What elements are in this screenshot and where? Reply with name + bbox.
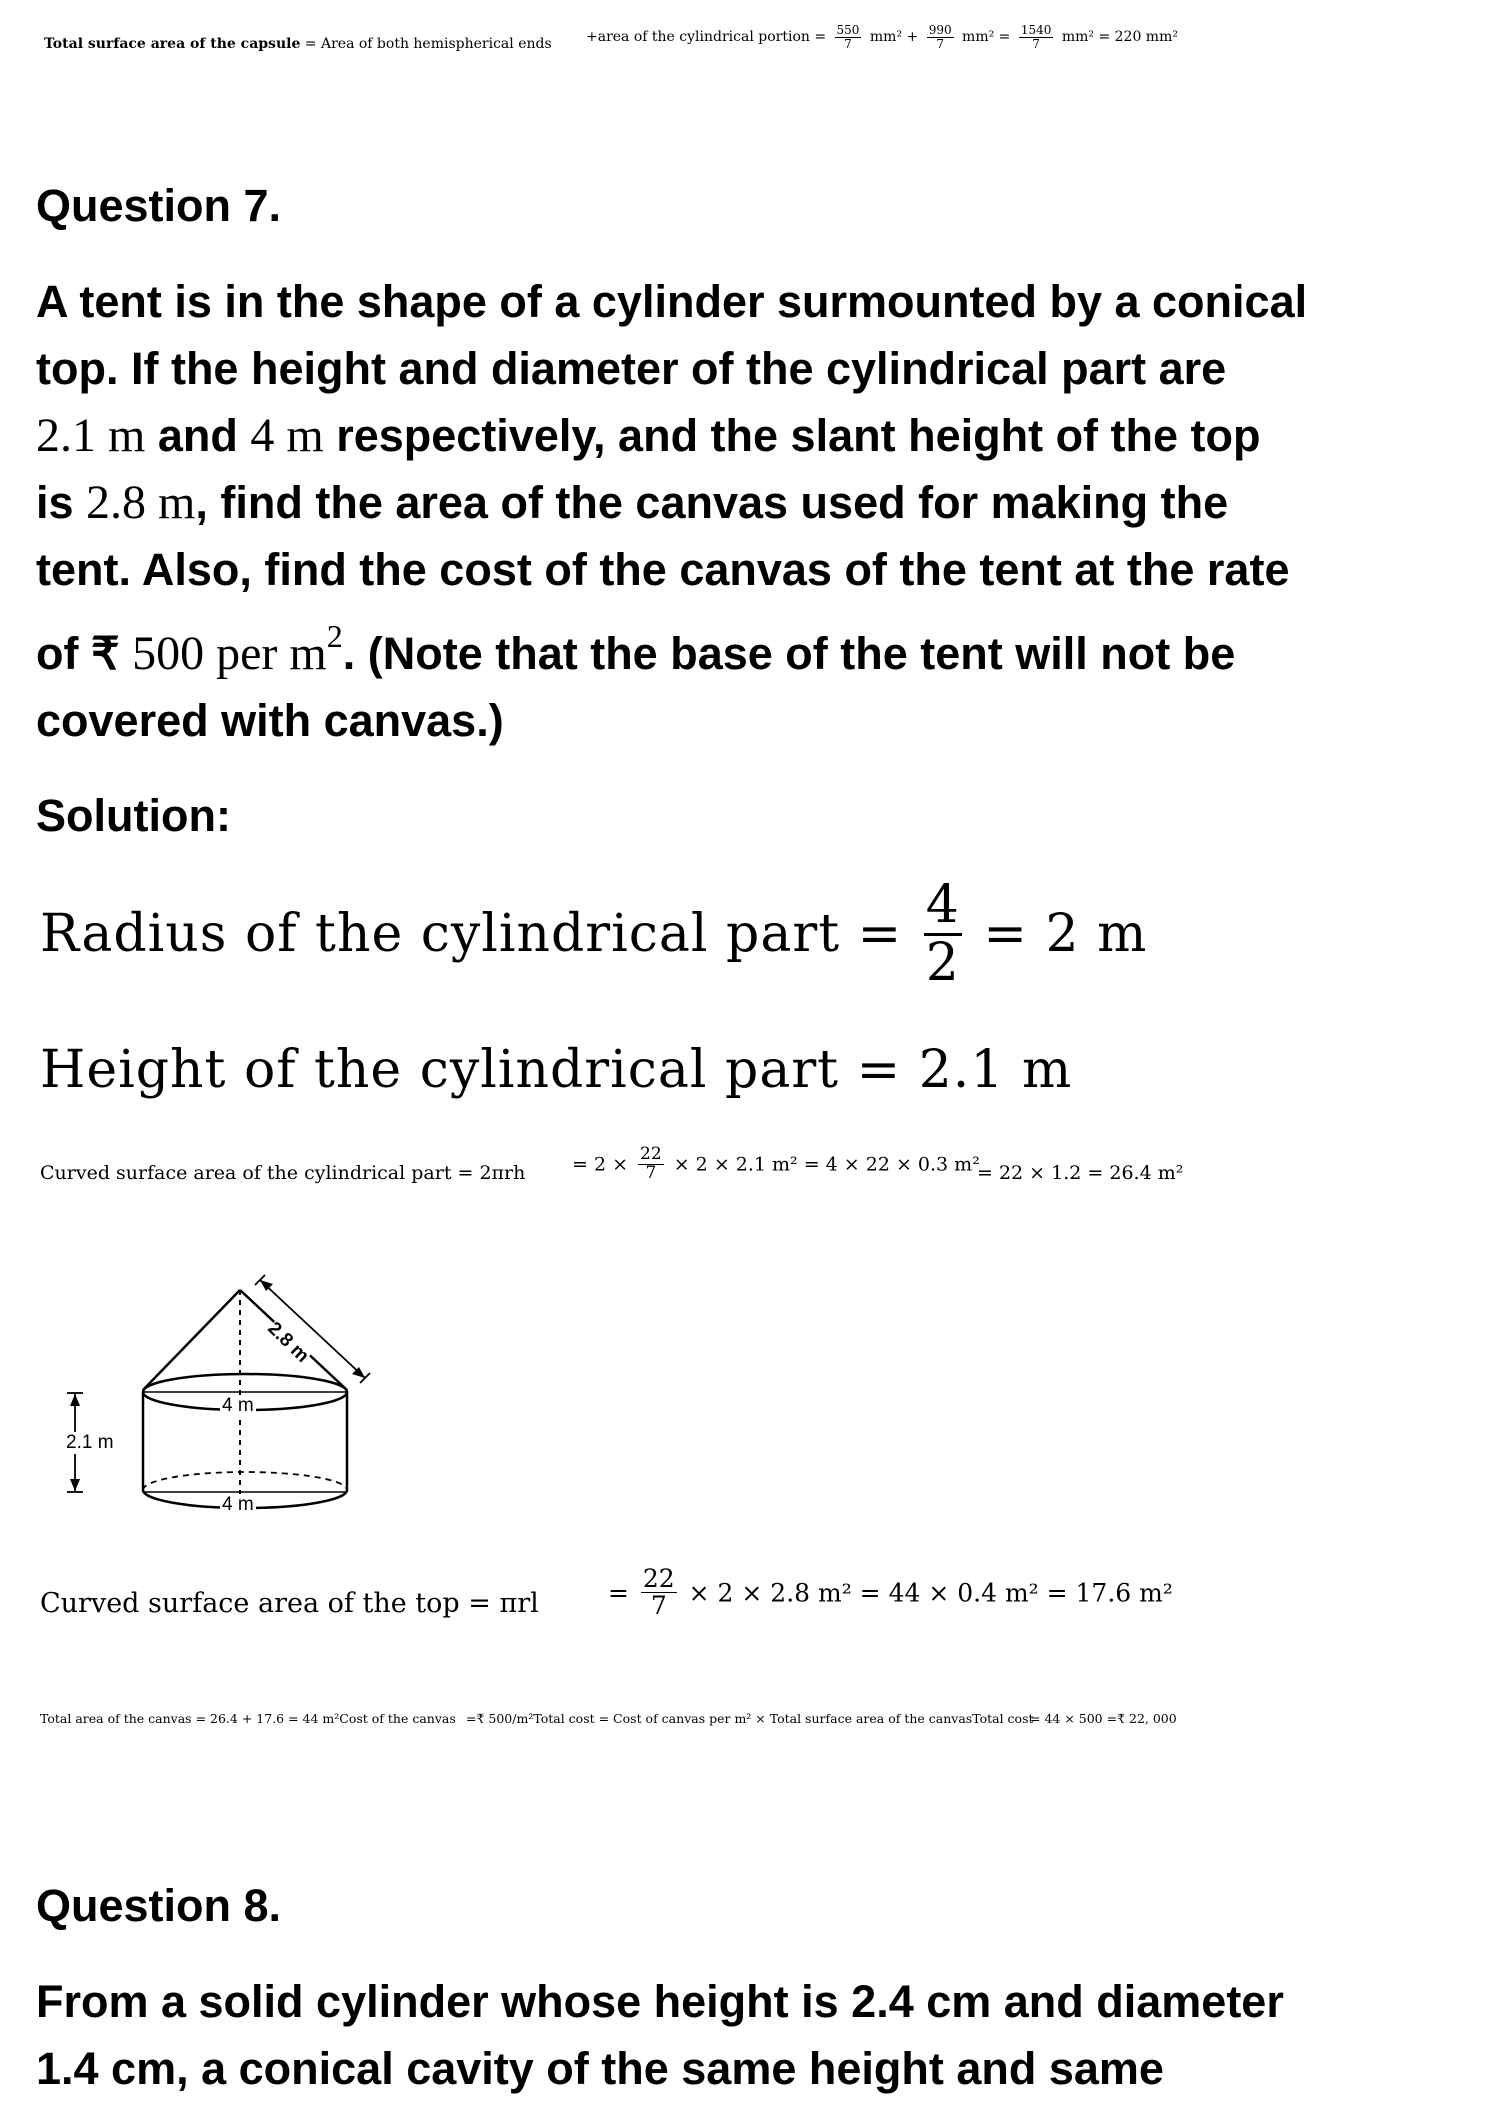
height-equation: Height of the cylindrical part = 2.1 m [40, 1040, 1073, 1100]
tent-figure [55, 1260, 395, 1520]
figure-slant-label: 2.8 m [263, 1318, 313, 1367]
question-8-text: From a solid cylinder whose height is 2.4 cm and diameter 1.4 cm, a conical cavity of the same height and same [36, 1976, 1284, 2094]
q6-tail-label: Total surface area of the capsule [44, 36, 301, 52]
total-line-a: Total area of the canvas = 26.4 + 17.6 = 44 m²Cost of the canvas [40, 1711, 456, 1726]
csa-top-calc: = $\frac{22}{7}$ × 2 × 2.8 m² = 44 × 0.4 m² = 17.6 m² [608, 1564, 1173, 1621]
csa-cylinder-fraction: $\frac{22}{7}$ [640, 1144, 662, 1183]
q6-tail-line [44, 36, 552, 52]
question-8-heading: Question 8. [36, 1880, 282, 1931]
q6-tail-part1: = Area of both hemispherical ends [300, 36, 552, 52]
q6-tail-part2: +area of the cylindrical portion = [586, 29, 831, 46]
radius-equation: Radius of the cylindrical part = $\frac{4}{2}$ = 2 m [40, 875, 1148, 993]
csa-cylinder-calc: = 2 × $\frac{22}{7}$ × 2 × 2.1 m² = 4 × 22 × 0.3 m² [572, 1144, 980, 1183]
csa-cylinder-result: = 22 × 1.2 = 26.4 m² [977, 1162, 1184, 1184]
q6-fraction-1: $\frac{550}{7}$ [836, 23, 860, 51]
csa-cylinder-label: Curved surface area of the cylindrical part = 2πrh [40, 1162, 526, 1184]
figure-height-label: 2.1 m [66, 1432, 114, 1453]
question-7-heading: Question 7. [36, 180, 282, 231]
csa-top-label: Curved surface area of the top = πrl [40, 1588, 539, 1619]
total-line-b: =₹ 500/m²Total cost = Cost of canvas per m² × Total surface area of the canvasTotal cost [466, 1711, 1034, 1726]
solution-heading: Solution: [36, 790, 231, 841]
q6-tail-equation [586, 24, 1178, 50]
csa-top-fraction: $\frac{22}{7}$ [642, 1564, 675, 1621]
q6-end: mm² = 220 mm² [1057, 29, 1178, 46]
q6-fraction-2: $\frac{990}{7}$ [928, 23, 952, 51]
total-line-c: = 44 × 500 =₹ 22, 000 [1030, 1711, 1177, 1726]
q6-mid-2: mm² = [957, 29, 1015, 46]
figure-top-diameter-label: 4 m [222, 1395, 254, 1416]
figure-bottom-diameter-label: 4 m [222, 1494, 254, 1515]
question-7-text: A tent is in the shape of a cylinder surmounted by a conical top. If the height and diameter of the cylindrical part are 2.1 m and 4 m respectively, and the slant height of the top is 2.8 m, find the area of the canvas used for making the tent. Also, find the cost of the canvas of the tent at the rate of ₹ 500 per $m^2$. (Note that the base of the tent will not be covered with canvas.) [36, 276, 1308, 746]
q6-mid-1: mm² + [865, 29, 923, 46]
q6-fraction-3: $\frac{1540}{7}$ [1020, 23, 1052, 51]
bottom-ellipse-back [143, 1472, 347, 1490]
radius-fraction: $\frac{4}{2}$ [925, 875, 960, 993]
